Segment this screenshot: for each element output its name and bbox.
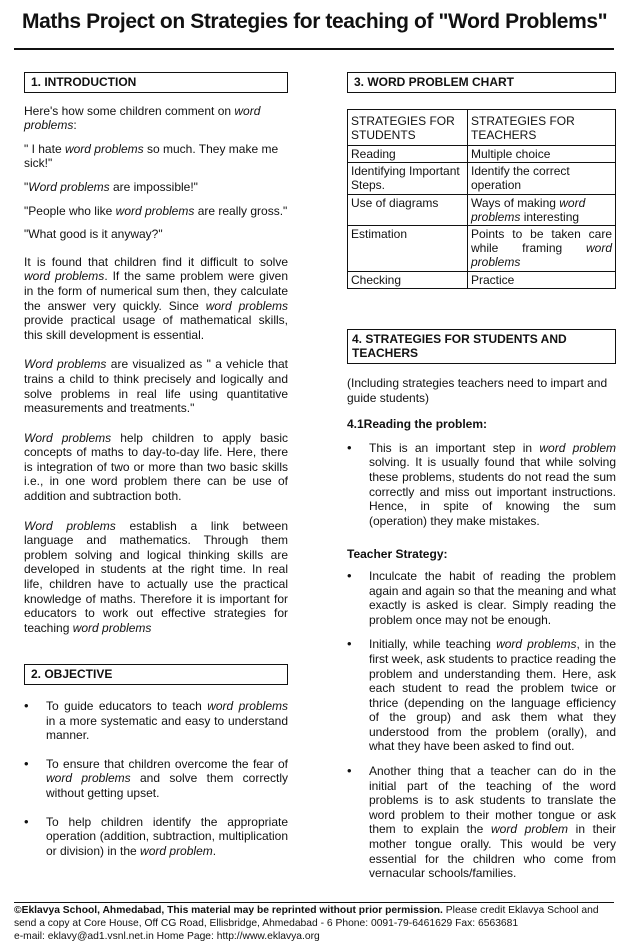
strategies-intro: (Including strategies teachers need to impart and guide students) <box>347 376 608 405</box>
introduction-heading: 1. INTRODUCTION <box>24 72 288 93</box>
teacher-strategy-list <box>347 569 616 881</box>
table-row <box>348 163 616 194</box>
reading-list <box>347 441 616 529</box>
subheading-reading-problem: 4.1Reading the problem: <box>347 417 488 432</box>
table-row <box>348 226 616 272</box>
table-row <box>348 194 616 225</box>
table-cell: Use of diagrams <box>348 194 468 225</box>
footer-rule <box>14 902 614 903</box>
objective-item: • To help children identify the appropriate operation (addition, subtraction, multiplication or division) in the word problem. <box>24 815 288 859</box>
strategies-heading: 4. STRATEGIES FOR STUDENTS AND TEACHERS <box>347 329 616 364</box>
quote-3: "People who like word problems are really gross." <box>24 203 288 218</box>
table-cell: Estimation <box>348 226 468 272</box>
title-underline <box>14 48 614 50</box>
word-problem-chart-table <box>347 109 616 289</box>
page-title: Maths Project on Strategies for teaching of "Word Problems" <box>22 10 608 33</box>
table-header-cell: STRATEGIES FOR TEACHERS <box>468 109 616 145</box>
table-cell: Points to be taken care while framing word problems <box>468 226 616 272</box>
quote-2: "Word problems are impossible!" <box>24 179 198 194</box>
table-header-row <box>348 109 616 145</box>
strategy-item: • This is an important step in word problem solving. It is usually found that while solving these problems, students do not read the sum correctly and miss out important instructions. Hence, in spite of knowing the sum (operation) they make mistakes. <box>347 441 616 529</box>
table-cell: Reading <box>348 146 468 163</box>
table-header-cell: STRATEGIES FOR STUDENTS <box>348 109 468 145</box>
intro-paragraph-3: Word problems help children to apply basic concepts of maths to day-to-day life. Here, there is integration of two or more than two basic skills i.e., in one word problem there can be use of addition and subtraction both. <box>24 430 289 504</box>
objective-heading: 2. OBJECTIVE <box>24 664 288 685</box>
footer <box>14 904 618 943</box>
subheading-teacher-strategy: Teacher Strategy: <box>347 547 448 562</box>
chart-heading: 3. WORD PROBLEM CHART <box>347 72 616 93</box>
table-cell: Ways of making word problems interesting <box>468 194 616 225</box>
intro-paragraph-4: Word problems establish a link between language and mathematics. Through them problem solving and logical thinking skills are developed in students at the right time. In real life, children have to actually use the practical knowledge of maths. Therefore it is important for educators to work out effective strategies for teaching word problems <box>24 518 289 635</box>
strategy-item: • Initially, while teaching word problems, in the first week, ask students to practice reading the problem and understanding them. Here, ask each student to read the problem twice or thrice (depending on the language efficiency of the group) and ask them what they understood from the problem (orally), and what they have been asked to find out. <box>347 637 616 754</box>
table-cell: Multiple choice <box>468 146 616 163</box>
footer-line-2: send a copy at Core House, Off CG Road, Ellisbridge, Ahmedabad - 6 Phone: 0091-79-6461629 Fax: 6563681 <box>14 918 519 929</box>
table-row <box>348 271 616 288</box>
intro-paragraph-2: Word problems are visualized as " a vehicle that trains a child to think precisely and logically and solve problems in real life using quantitative measurements and treatments." <box>24 357 289 416</box>
objective-item: • To guide educators to teach word problems in a more systematic and easy to understand manner. <box>24 699 288 743</box>
table-cell: Identify the correct operation <box>468 163 616 194</box>
strategy-item: • Inculcate the habit of reading the problem again and again so that the meaning and what exactly is asked is clear. Simply reading the problem once may not be enough. <box>347 569 616 627</box>
left-column <box>24 72 288 858</box>
table-cell: Checking <box>348 271 468 288</box>
right-column <box>347 72 616 881</box>
quote-4: "What good is it anyway?" <box>24 227 163 242</box>
table-row <box>348 146 616 163</box>
strategy-item: • Another thing that a teacher can do in the initial part of the teaching of the word problems is to ask students to translate the word problem to their mother tongue or ask them to explain the word problem in their mother tongue orally. This would be very essential for the children who come from vernacular schools/families. <box>347 764 616 881</box>
footer-line-3: e-mail: eklavy@ad1.vsnl.net.in Home Page: http://www.eklavya.org <box>14 931 320 942</box>
objective-item: • To ensure that children overcome the fear of word problems and solve them correctly without getting upset. <box>24 757 288 801</box>
table-cell: Identifying Important Steps. <box>348 163 468 194</box>
table-cell: Practice <box>468 271 616 288</box>
footer-line-1: ©Eklavya School, Ahmedabad, This material may be reprinted without prior permission. Please credit Eklavya School and <box>14 905 599 916</box>
objective-list <box>24 699 288 858</box>
intro-lead: Here's how some children comment on word problems: <box>24 103 261 133</box>
quote-1: " I hate word problems so much. They make me sick!" <box>24 141 279 171</box>
intro-paragraph-1: It is found that children find it difficult to solve word problems. If the same problem were given in the form of numerical sum then, they calculate the answer very quickly. Since word problems provide practical usage of mathematical skills, this skill development is essential. <box>24 254 288 342</box>
